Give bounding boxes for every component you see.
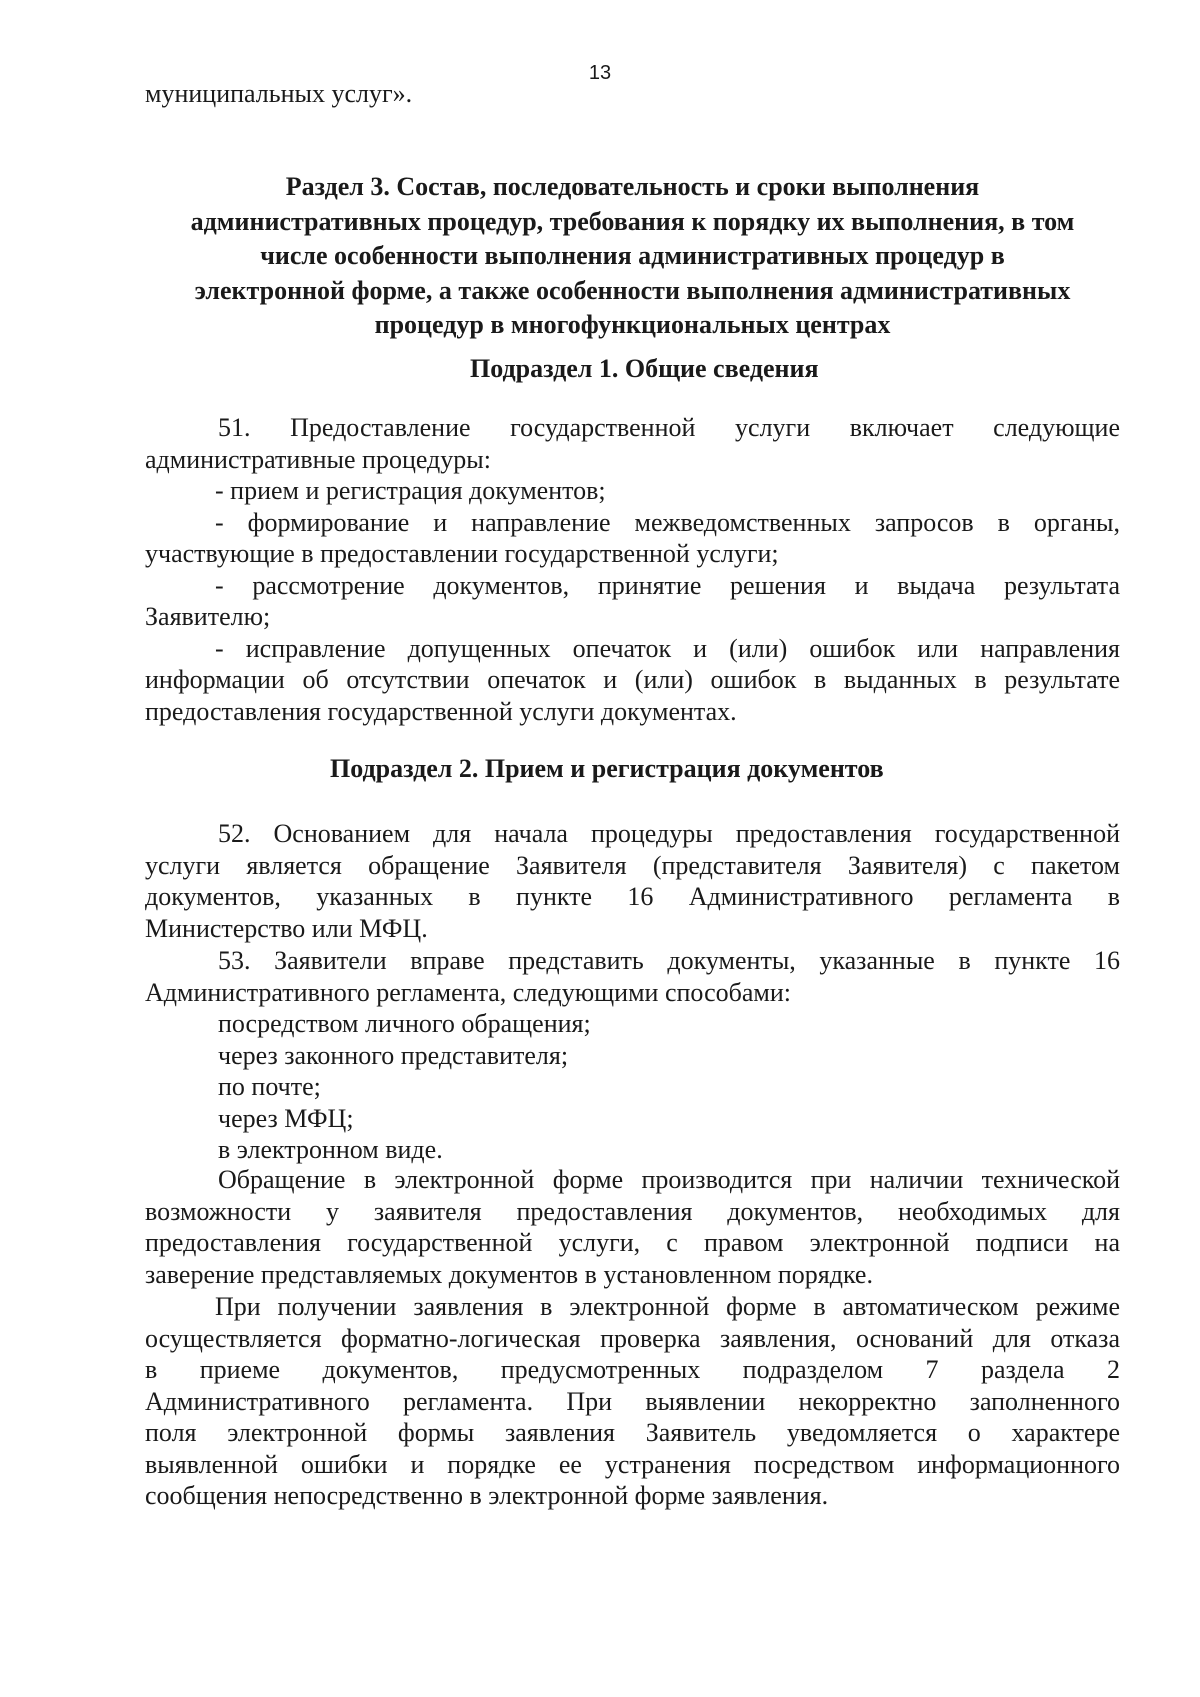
- text-line: административные процедуры:: [145, 444, 491, 474]
- text-line: заверение представляемых документов в установленном порядке.: [145, 1259, 873, 1289]
- section-title-line: числе особенности выполнения административных процедур в: [260, 241, 1005, 270]
- list-item: через МФЦ;: [218, 1103, 354, 1133]
- subsection-title-text: Подраздел 2. Прием и регистрация документов: [330, 754, 884, 783]
- text-line: участвующие в предоставлении государственной услуги;: [145, 539, 779, 568]
- text-line: в приеме документов, предусмотренных подразделом 7 раздела 2: [145, 1355, 1120, 1384]
- page-number: 13: [588, 62, 612, 84]
- list-item: в электронном виде.: [218, 1135, 443, 1164]
- section-title-line: электронной форме, а также особенности выполнения административных: [194, 275, 1071, 305]
- list-item: по почте;: [218, 1072, 321, 1101]
- text-line: Министерство или МФЦ.: [145, 913, 428, 943]
- list-item: через законного представителя;: [218, 1040, 569, 1070]
- paragraph-electronic: [145, 1164, 1120, 1290]
- paragraph-auto-check: [145, 1291, 1120, 1512]
- section-title-line: процедур в многофункциональных центрах: [374, 310, 891, 339]
- text-line: При получении заявления в электронной форме в автоматическом режиме: [215, 1292, 1120, 1321]
- text-line: выявленной ошибки и порядке ее устранения посредством информационного: [145, 1449, 1120, 1479]
- text-line: информации об отсутствии опечаток и (или) ошибок в выданных в результате: [145, 665, 1120, 694]
- section-title: [145, 170, 1120, 343]
- subsection-2-title: [145, 752, 1120, 787]
- list-item: посредством личного обращения;: [218, 1009, 591, 1038]
- text-line: сообщения непосредственно в электронной форме заявления.: [145, 1481, 829, 1510]
- list-item: - рассмотрение документов, принятие решения и выдача результата: [215, 570, 1120, 600]
- subsection-1-title: [245, 352, 1200, 387]
- text-line: Административного регламента. При выявлении некорректно заполненного: [145, 1386, 1120, 1416]
- list-item: - формирование и направление межведомственных запросов в органы,: [215, 507, 1120, 537]
- text-line: 52. Основанием для начала процедуры предоставления государственной: [218, 819, 1120, 848]
- text-line: предоставления государственной услуги, с правом электронной подписи на: [145, 1228, 1120, 1257]
- text-line: Административного регламента, следующими способами:: [145, 977, 791, 1007]
- text-line: 53. Заявители вправе представить документы, указанные в пункте 16: [218, 946, 1120, 975]
- list-item: - исправление допущенных опечаток и (или) ошибок или направления: [215, 633, 1120, 663]
- text-line: Заявителю;: [145, 602, 271, 631]
- text-line: осуществляется форматно-логическая проверка заявления, оснований для отказа: [145, 1323, 1120, 1353]
- paragraph-53: [145, 945, 1120, 1166]
- list-item: - прием и регистрация документов;: [215, 476, 606, 505]
- section-title-line: административных процедур, требования к порядку их выполнения, в том: [190, 206, 1075, 236]
- text-line: поля электронной формы заявления Заявитель уведомляется о характере: [145, 1418, 1120, 1447]
- text-line: Обращение в электронной форме производится при наличии технической: [218, 1165, 1120, 1194]
- paragraph-51: [145, 412, 1120, 727]
- intro-text: [145, 78, 1120, 110]
- text-line: возможности у заявителя предоставления документов, необходимых для: [145, 1196, 1120, 1226]
- text-line: предоставления государственной услуги документах.: [145, 696, 737, 726]
- text-line: услуги является обращение Заявителя (представителя Заявителя) с пакетом: [145, 850, 1120, 880]
- text-line: муниципальных услуг».: [145, 79, 413, 108]
- subsection-title-text: Подраздел 1. Общие сведения: [470, 354, 819, 383]
- paragraph-52: [145, 818, 1120, 944]
- text-line: документов, указанных в пункте 16 Административного регламента в: [145, 882, 1120, 911]
- text-line: 51. Предоставление государственной услуги включает следующие: [218, 413, 1120, 442]
- section-title-line: Раздел 3. Состав, последовательность и сроки выполнения: [285, 172, 980, 201]
